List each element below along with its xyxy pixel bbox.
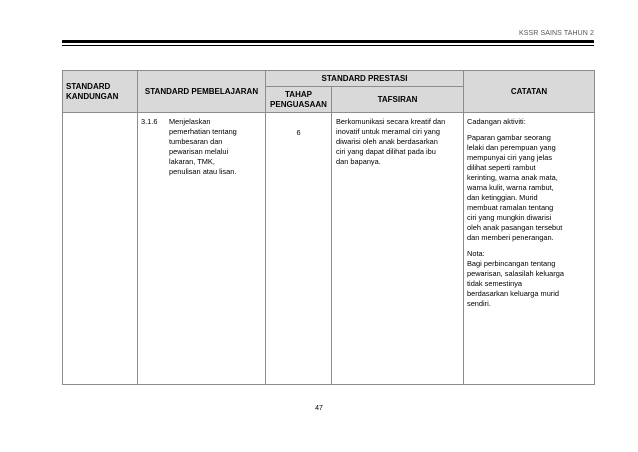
sp-text: Menjelaskan pemerhatian tentang tumbesaran dan pewarisan melalui lakaran, TMK, penulisan atau lisan. — [169, 117, 237, 176]
running-header-title: KSSR SAINS TAHUN 2 — [518, 30, 594, 37]
catatan-activity: Paparan gambar seorang lelaki dan perempuan yang mempunyai ciri yang jelas dilihat seperti rambut kerinting, warna anak mata, warna kulit, warna rambut, dan ketinggian. Murid membuat ramalan tentang ciri yang mungkin diwarisi oleh anak pasangan tersebut dan memberi penerangan. — [467, 133, 563, 242]
header-catatan: CATATAN — [464, 71, 595, 113]
cell-standard-kandungan — [63, 113, 138, 385]
header-standard-kandungan: STANDARD KANDUNGAN — [63, 71, 138, 113]
page-number: 47 — [315, 405, 323, 412]
cell-standard-pembelajaran — [138, 113, 266, 385]
header-tahap-penguasaan: TAHAP PENGUASAAN — [266, 87, 332, 113]
cell-catatan — [464, 113, 595, 385]
header-rule-thin — [62, 45, 594, 46]
header-tafsiran: TAFSIRAN — [332, 87, 464, 113]
catatan-note: Nota: Bagi perbincangan tentang pewarisan, salasilah keluarga tidak semestinya berdasarkan keluarga murid sendiri. — [467, 249, 564, 308]
header-standard-pembelajaran: STANDARD PEMBELAJARAN — [138, 71, 266, 113]
header-standard-prestasi: STANDARD PRESTASI — [266, 71, 464, 87]
cell-tahap-penguasaan: 6 — [266, 113, 332, 385]
table-row — [63, 113, 595, 385]
catatan-heading: Cadangan aktiviti: — [467, 117, 526, 126]
cell-tafsiran: Berkomunikasi secara kreatif dan inovatif untuk meramal ciri yang diwarisi oleh anak berdasarkan ciri yang dapat dilihat pada ibu dan bapanya. — [332, 113, 464, 385]
standards-table — [62, 70, 595, 385]
sp-number: 3.1.6 — [141, 117, 158, 126]
header-rule-thick — [62, 40, 594, 43]
